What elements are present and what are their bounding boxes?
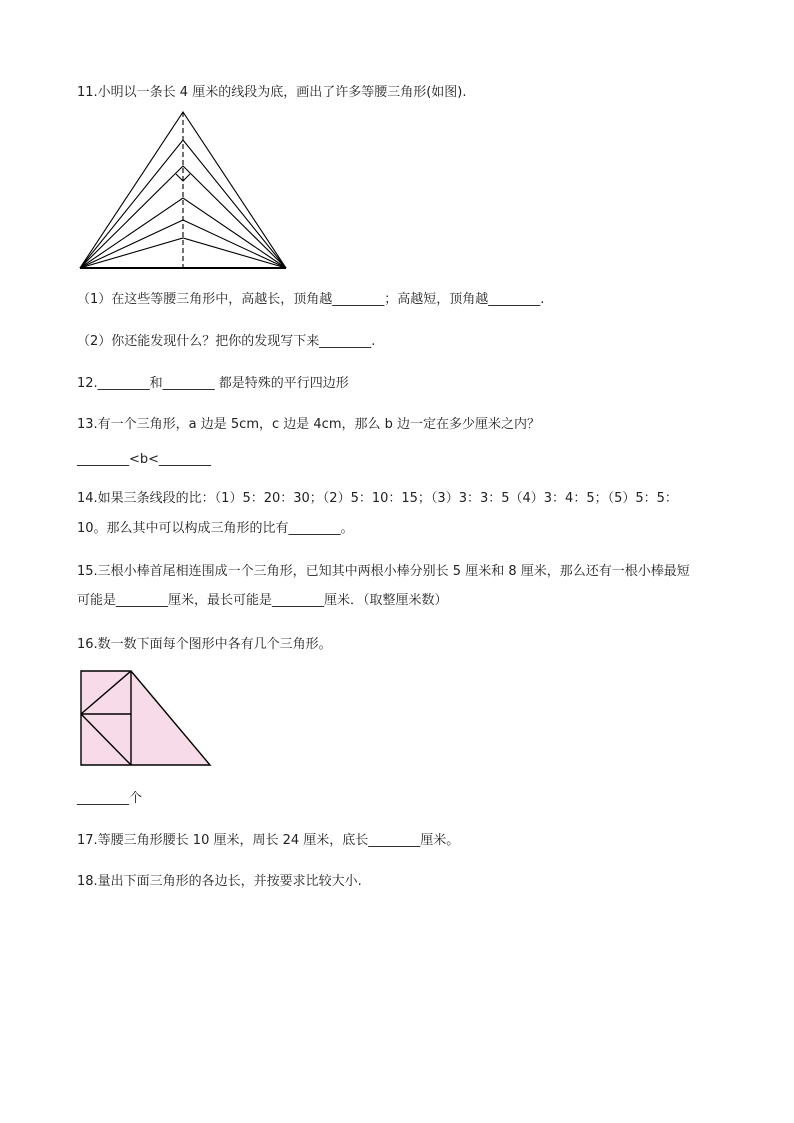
q17-text: 17.等腰三角形腰长 10 厘米，周长 24 厘米，底长________厘米。 xyxy=(77,833,460,848)
q14-line2: 10。那么其中可以构成三角形的比有________。 xyxy=(77,521,354,536)
q11-stem: 11.小明以一条长 4 厘米的线段为底，画出了许多等腰三角形(如图). xyxy=(77,85,467,100)
q16-answer: ________个 xyxy=(77,791,143,806)
q14-line1: 14.如果三条线段的比：（1）5：20：30；（2）5：10：15；（3）3：3：5（4）3：4：5；（5）5：5： xyxy=(77,491,678,506)
q11-part1: （1）在这些等腰三角形中，高越长，顶角越________；高越短，顶角越________. xyxy=(77,292,545,307)
q11-part2: （2）你还能发现什么？把你的发现写下来________. xyxy=(77,334,376,349)
q12-text: 12.________和________ 都是特殊的平行四边形 xyxy=(77,376,349,391)
q15-line1: 15.三根小棒首尾相连围成一个三角形，已知其中两根小棒分别长 5 厘米和 8 厘米，那么还有一根小棒最短 xyxy=(77,564,690,579)
q16-stem: 16.数一数下面每个图形中各有几个三角形。 xyxy=(77,637,332,652)
isosceles-triangles-figure xyxy=(72,108,294,276)
q15-line2: 可能是________厘米，最长可能是________厘米．（取整厘米数） xyxy=(77,593,448,608)
figure-fill xyxy=(81,671,210,765)
triangle-count-figure xyxy=(78,668,214,770)
q13-stem: 13.有一个三角形，a 边是 5cm，c 边是 4cm，那么 b 边一定在多少厘米之内？ xyxy=(77,417,540,432)
q13-answer: ________<b<________ xyxy=(77,452,212,467)
q18-text: 18.量出下面三角形的各边长，并按要求比较大小. xyxy=(77,874,362,889)
